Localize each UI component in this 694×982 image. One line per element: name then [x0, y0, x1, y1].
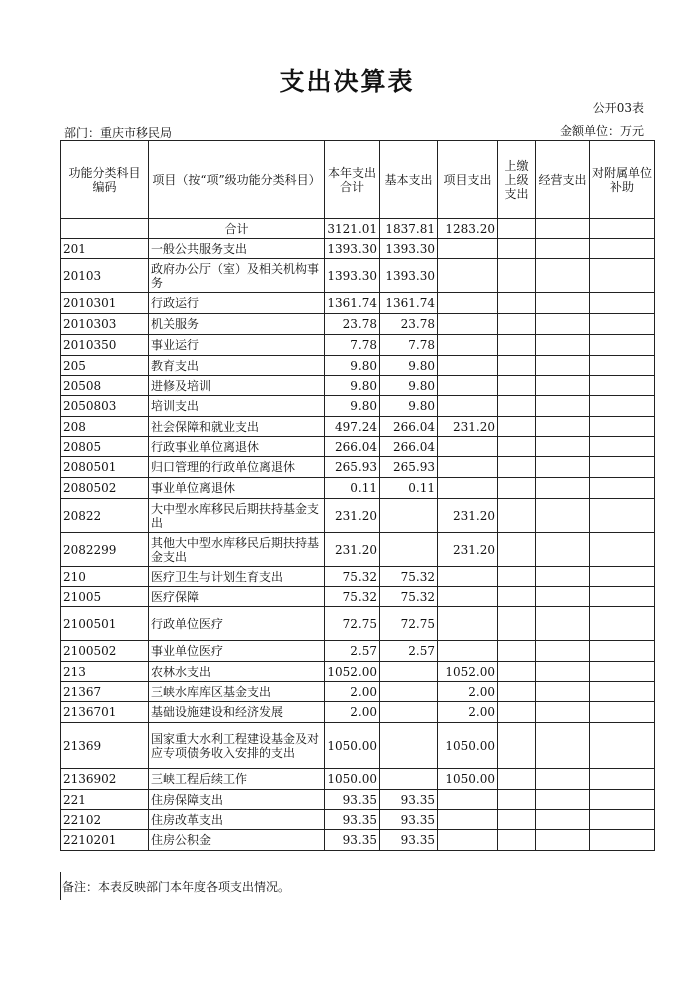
empty-cell: [536, 239, 590, 259]
row-total: 265.93: [325, 457, 380, 478]
row-project: [438, 457, 498, 478]
row-total: 2.00: [325, 682, 380, 702]
table-row: [61, 335, 655, 356]
row-total: 93.35: [325, 810, 380, 830]
empty-cell: [536, 587, 590, 607]
empty-cell: [498, 790, 536, 810]
total-basic: 1837.81: [380, 219, 438, 239]
empty-cell: [536, 457, 590, 478]
empty-cell: [536, 219, 590, 239]
table-row: [61, 587, 655, 607]
table-row: [61, 478, 655, 499]
row-code: 2082299: [61, 533, 149, 567]
row-name: 培训支出: [149, 396, 325, 417]
empty-cell: [536, 437, 590, 457]
empty-cell: [498, 587, 536, 607]
empty-cell: [536, 335, 590, 356]
row-total: 497.24: [325, 417, 380, 437]
row-code: 21367: [61, 682, 149, 702]
row-project: 1050.00: [438, 723, 498, 769]
row-basic: 265.93: [380, 457, 438, 478]
table-row: [61, 314, 655, 335]
row-code: 2210201: [61, 830, 149, 851]
row-name: 行政单位医疗: [149, 607, 325, 641]
empty-cell: [498, 702, 536, 723]
row-name: 三峡工程后续工作: [149, 769, 325, 790]
row-code: 213: [61, 662, 149, 682]
row-total: 0.11: [325, 478, 380, 499]
table-row: [61, 457, 655, 478]
row-name: 社会保障和就业支出: [149, 417, 325, 437]
empty-cell: [590, 259, 655, 293]
row-basic: 1361.74: [380, 293, 438, 314]
empty-cell: [536, 417, 590, 437]
row-project: [438, 335, 498, 356]
table-row: [61, 533, 655, 567]
empty-cell: [590, 790, 655, 810]
amount-unit-label: 金额单位：万元: [559, 124, 644, 138]
row-project: [438, 790, 498, 810]
row-basic: [380, 723, 438, 769]
row-total: 23.78: [325, 314, 380, 335]
table-row: [61, 417, 655, 437]
empty-cell: [536, 396, 590, 417]
table-row: [61, 356, 655, 376]
row-name: 三峡水库库区基金支出: [149, 682, 325, 702]
row-basic: [380, 499, 438, 533]
empty-cell: [498, 499, 536, 533]
empty-cell: [498, 478, 536, 499]
empty-cell: [590, 376, 655, 396]
empty-cell: [498, 662, 536, 682]
table-row: [61, 499, 655, 533]
row-project: [438, 437, 498, 457]
department-label: 部门：重庆市移民局: [64, 126, 173, 140]
row-name: 归口管理的行政单位离退休: [149, 457, 325, 478]
empty-cell: [536, 607, 590, 641]
row-project: [438, 314, 498, 335]
empty-cell: [536, 662, 590, 682]
empty-cell: [498, 437, 536, 457]
row-project: [438, 239, 498, 259]
page-title: 支出决算表: [279, 67, 415, 96]
row-code: 20822: [61, 499, 149, 533]
empty-cell: [498, 396, 536, 417]
header-cell: 项目（按“项”级功能分类科目）: [149, 141, 325, 219]
row-basic: 93.35: [380, 830, 438, 851]
row-code: 20805: [61, 437, 149, 457]
table-row: [61, 790, 655, 810]
row-basic: 2.57: [380, 641, 438, 662]
empty-cell: [498, 239, 536, 259]
empty-cell: [536, 682, 590, 702]
row-basic: 9.80: [380, 396, 438, 417]
empty-cell: [536, 769, 590, 790]
empty-cell: [498, 417, 536, 437]
row-total: 1052.00: [325, 662, 380, 682]
empty-cell: [536, 376, 590, 396]
empty-cell: [498, 810, 536, 830]
header-cell: 对附属单位补助: [590, 141, 655, 219]
empty-cell: [590, 830, 655, 851]
row-project: 231.20: [438, 417, 498, 437]
row-project: 2.00: [438, 702, 498, 723]
form-number: 公开03表: [592, 101, 644, 115]
row-name: 住房改革支出: [149, 810, 325, 830]
empty-cell: [590, 356, 655, 376]
empty-cell: [590, 396, 655, 417]
empty-cell: [536, 356, 590, 376]
row-total: 231.20: [325, 533, 380, 567]
empty-cell: [498, 769, 536, 790]
empty-cell: [498, 219, 536, 239]
empty-cell: [590, 641, 655, 662]
row-code: 22102: [61, 810, 149, 830]
empty-cell: [498, 641, 536, 662]
row-project: 231.20: [438, 533, 498, 567]
row-code: 210: [61, 567, 149, 587]
empty-cell: [498, 533, 536, 567]
empty-cell: [536, 478, 590, 499]
row-total: 75.32: [325, 587, 380, 607]
table-row: [61, 567, 655, 587]
row-basic: 75.32: [380, 587, 438, 607]
table-left-edge: [60, 872, 61, 900]
empty-cell: [498, 567, 536, 587]
empty-cell: [536, 533, 590, 567]
total-label: 合计: [149, 219, 325, 239]
empty-cell: [536, 723, 590, 769]
row-project: [438, 567, 498, 587]
empty-cell: [590, 219, 655, 239]
empty-cell: [590, 314, 655, 335]
table-row: [61, 396, 655, 417]
row-total: 9.80: [325, 356, 380, 376]
row-total: 93.35: [325, 790, 380, 810]
row-name: 住房公积金: [149, 830, 325, 851]
row-name: 行政运行: [149, 293, 325, 314]
row-code: 2136701: [61, 702, 149, 723]
row-project: 1052.00: [438, 662, 498, 682]
empty-cell: [498, 607, 536, 641]
row-code: 20508: [61, 376, 149, 396]
empty-cell: [498, 457, 536, 478]
empty-cell: [498, 293, 536, 314]
row-name: 农林水支出: [149, 662, 325, 682]
row-total: 1393.30: [325, 259, 380, 293]
empty-cell: [590, 335, 655, 356]
row-code: 2100502: [61, 641, 149, 662]
row-total: 93.35: [325, 830, 380, 851]
row-name: 基础设施建设和经济发展: [149, 702, 325, 723]
row-project: 231.20: [438, 499, 498, 533]
row-code: 2136902: [61, 769, 149, 790]
empty-cell: [498, 376, 536, 396]
row-total: 231.20: [325, 499, 380, 533]
row-basic: 93.35: [380, 790, 438, 810]
row-project: [438, 587, 498, 607]
empty-cell: [590, 457, 655, 478]
row-project: [438, 293, 498, 314]
row-total: 1361.74: [325, 293, 380, 314]
row-code: 2010350: [61, 335, 149, 356]
empty-cell: [590, 567, 655, 587]
row-basic: [380, 533, 438, 567]
total-project: 1283.20: [438, 219, 498, 239]
row-total: 2.00: [325, 702, 380, 723]
empty-cell: [590, 533, 655, 567]
row-code: 2100501: [61, 607, 149, 641]
row-basic: 266.04: [380, 437, 438, 457]
header-cell: 上缴上级支出: [498, 141, 536, 219]
row-name: 事业单位医疗: [149, 641, 325, 662]
empty-cell: [590, 810, 655, 830]
total-code-cell: [61, 219, 149, 239]
empty-cell: [536, 810, 590, 830]
empty-cell: [590, 437, 655, 457]
row-basic: [380, 769, 438, 790]
empty-cell: [590, 239, 655, 259]
row-total: 1050.00: [325, 723, 380, 769]
row-name: 医疗保障: [149, 587, 325, 607]
row-code: 2050803: [61, 396, 149, 417]
row-project: [438, 607, 498, 641]
row-basic: [380, 662, 438, 682]
row-total: 72.75: [325, 607, 380, 641]
row-basic: 23.78: [380, 314, 438, 335]
empty-cell: [536, 259, 590, 293]
empty-cell: [590, 769, 655, 790]
row-name: 事业运行: [149, 335, 325, 356]
row-project: [438, 810, 498, 830]
table-row: [61, 239, 655, 259]
empty-cell: [498, 314, 536, 335]
table-row: [61, 723, 655, 769]
row-total: 1050.00: [325, 769, 380, 790]
row-total: 1393.30: [325, 239, 380, 259]
empty-cell: [536, 790, 590, 810]
row-basic: 75.32: [380, 567, 438, 587]
row-basic: 1393.30: [380, 259, 438, 293]
row-basic: 266.04: [380, 417, 438, 437]
empty-cell: [498, 356, 536, 376]
row-name: 行政事业单位离退休: [149, 437, 325, 457]
empty-cell: [590, 723, 655, 769]
table-row: [61, 376, 655, 396]
table-row: [61, 607, 655, 641]
row-name: 机关服务: [149, 314, 325, 335]
empty-cell: [590, 417, 655, 437]
empty-cell: [590, 607, 655, 641]
empty-cell: [590, 499, 655, 533]
row-basic: 9.80: [380, 376, 438, 396]
table-row: [61, 810, 655, 830]
footnote: 备注：本表反映部门本年度各项支出情况。: [62, 880, 291, 894]
empty-cell: [590, 682, 655, 702]
row-project: [438, 259, 498, 293]
row-name: 医疗卫生与计划生育支出: [149, 567, 325, 587]
row-project: [438, 830, 498, 851]
row-code: 2010301: [61, 293, 149, 314]
row-project: [438, 641, 498, 662]
row-code: 208: [61, 417, 149, 437]
row-project: 1050.00: [438, 769, 498, 790]
row-code: 2080501: [61, 457, 149, 478]
empty-cell: [536, 293, 590, 314]
row-code: 21005: [61, 587, 149, 607]
empty-cell: [498, 723, 536, 769]
table-row: [61, 662, 655, 682]
row-project: [438, 478, 498, 499]
empty-cell: [498, 335, 536, 356]
table-row: [61, 830, 655, 851]
row-name: 进修及培训: [149, 376, 325, 396]
row-code: 20103: [61, 259, 149, 293]
empty-cell: [536, 702, 590, 723]
row-basic: 93.35: [380, 810, 438, 830]
table-header-row: [61, 141, 655, 219]
row-total: 266.04: [325, 437, 380, 457]
table-row: [61, 259, 655, 293]
row-code: 21369: [61, 723, 149, 769]
row-basic: 9.80: [380, 356, 438, 376]
empty-cell: [498, 682, 536, 702]
row-project: [438, 396, 498, 417]
empty-cell: [536, 314, 590, 335]
empty-cell: [498, 830, 536, 851]
header-cell: 项目支出: [438, 141, 498, 219]
row-code: 205: [61, 356, 149, 376]
empty-cell: [590, 293, 655, 314]
row-basic: 7.78: [380, 335, 438, 356]
row-total: 75.32: [325, 567, 380, 587]
row-total: 9.80: [325, 376, 380, 396]
empty-cell: [590, 662, 655, 682]
row-name: 事业单位离退休: [149, 478, 325, 499]
empty-cell: [590, 587, 655, 607]
row-basic: 72.75: [380, 607, 438, 641]
row-basic: [380, 682, 438, 702]
header-cell: 功能分类科目编码: [61, 141, 149, 219]
table-row: [61, 682, 655, 702]
total-row: [61, 219, 655, 239]
row-name: 其他大中型水库移民后期扶持基金支出: [149, 533, 325, 567]
row-name: 一般公共服务支出: [149, 239, 325, 259]
table-row: [61, 641, 655, 662]
header-cell: 经营支出: [536, 141, 590, 219]
row-code: 201: [61, 239, 149, 259]
row-name: 教育支出: [149, 356, 325, 376]
row-total: 2.57: [325, 641, 380, 662]
empty-cell: [536, 641, 590, 662]
row-code: 2010303: [61, 314, 149, 335]
table-row: [61, 702, 655, 723]
row-name: 国家重大水利工程建设基金及对应专项债务收入安排的支出: [149, 723, 325, 769]
row-code: 2080502: [61, 478, 149, 499]
empty-cell: [536, 830, 590, 851]
empty-cell: [536, 499, 590, 533]
row-project: [438, 356, 498, 376]
row-project: 2.00: [438, 682, 498, 702]
row-name: 住房保障支出: [149, 790, 325, 810]
header-cell: 基本支出: [380, 141, 438, 219]
row-total: 9.80: [325, 396, 380, 417]
empty-cell: [590, 478, 655, 499]
row-name: 大中型水库移民后期扶持基金支出: [149, 499, 325, 533]
row-code: 221: [61, 790, 149, 810]
table-row: [61, 769, 655, 790]
row-total: 7.78: [325, 335, 380, 356]
row-project: [438, 376, 498, 396]
table-row: [61, 437, 655, 457]
row-basic: 0.11: [380, 478, 438, 499]
table-row: [61, 293, 655, 314]
empty-cell: [590, 702, 655, 723]
header-cell: 本年支出合计: [325, 141, 380, 219]
row-name: 政府办公厅（室）及相关机构事务: [149, 259, 325, 293]
empty-cell: [536, 567, 590, 587]
row-basic: [380, 702, 438, 723]
expenditure-table: [60, 140, 655, 851]
total-amount: 3121.01: [325, 219, 380, 239]
row-basic: 1393.30: [380, 239, 438, 259]
empty-cell: [498, 259, 536, 293]
